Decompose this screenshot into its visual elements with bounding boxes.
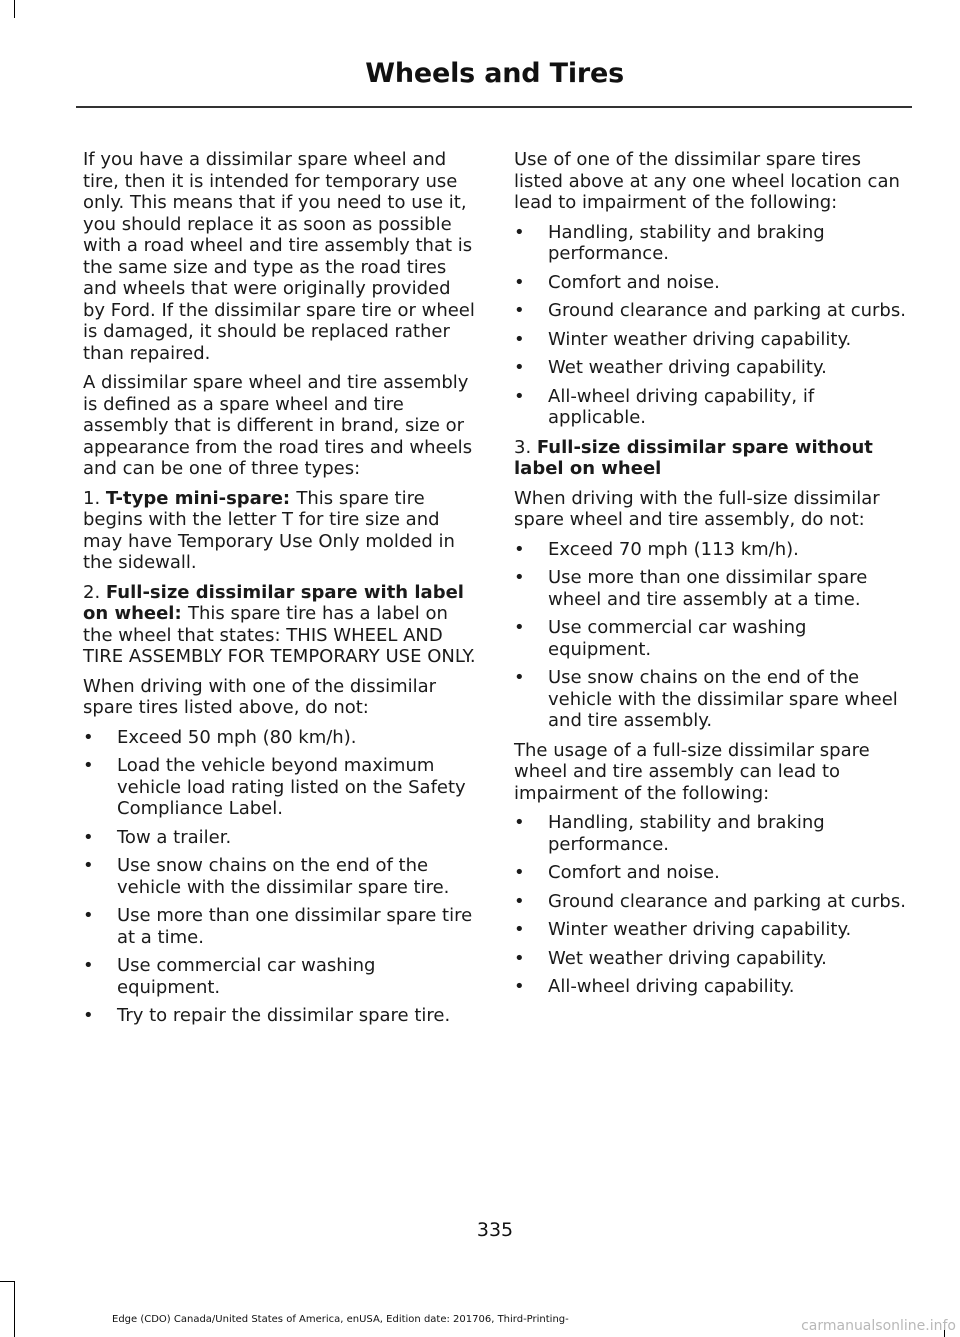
list-item	[514, 617, 911, 660]
bullet-icon: •	[514, 328, 525, 350]
paragraph: If you have a dissimilar spare wheel and tire, then it is intended for temporary use only. This means that if you need to use it, you should replace it as soon as possible with a road wheel and tire assembly that is the same size and type as the road tires and wheels that were originally provided by Ford. If the dissimilar spare tire or wheel is damaged, it should be replaced rather than repaired.	[83, 149, 475, 364]
list-item-text: Handling, stability and braking performance.	[548, 221, 825, 264]
list-item	[514, 948, 911, 970]
list-item	[83, 955, 476, 998]
list-item-text: Use more than one dissimilar spare tire at a time.	[117, 905, 473, 948]
bullet-icon: •	[514, 300, 525, 321]
item-number: 1.	[83, 487, 106, 509]
list-item	[514, 222, 911, 265]
spare-type-1	[83, 488, 476, 574]
list-item-text: Exceed 50 mph (80 km/h).	[117, 726, 357, 748]
watermark: carmanualsonline.info	[801, 1318, 956, 1334]
bullet-icon: •	[514, 667, 525, 688]
list-item	[514, 862, 911, 884]
list-item-text: Handling, stability and braking performance.	[548, 812, 825, 855]
bullet-icon: •	[514, 385, 525, 407]
list-item	[83, 905, 476, 948]
item-heading: Full-size dissimilar spare with label on wheel:	[83, 581, 464, 624]
left-column	[83, 149, 476, 1035]
list-item	[514, 976, 911, 998]
list-item-text: All-wheel driving capability.	[548, 976, 795, 997]
bullet-icon: •	[514, 221, 525, 243]
list-item	[514, 567, 911, 610]
bullet-icon: •	[514, 538, 525, 560]
bullet-icon: •	[514, 862, 525, 883]
bullet-icon: •	[514, 976, 525, 997]
list-item-text: Use snow chains on the end of the vehicle with the dissimilar spare tire.	[117, 855, 450, 898]
list-item-text: Try to repair the dissimilar spare tire.	[117, 1005, 451, 1026]
list-item	[514, 386, 911, 429]
footer-edition-info: Edge (CDO) Canada/United States of America, enUSA, Edition date: 201706, Third-Printing-	[112, 1314, 569, 1325]
list-item-text: Winter weather driving capability.	[548, 328, 852, 350]
bullet-list	[514, 222, 911, 429]
list-item-text: Use commercial car washing equipment.	[117, 955, 376, 998]
list-item-text: Use snow chains on the end of the vehicle with the dissimilar spare wheel and tire assembly.	[548, 667, 898, 731]
header-divider	[76, 106, 912, 108]
list-item-text: Use commercial car washing equipment.	[548, 617, 807, 660]
bullet-icon: •	[83, 826, 94, 848]
list-item-text: Wet weather driving capability.	[548, 357, 827, 378]
list-item	[514, 919, 911, 941]
bullet-icon: •	[514, 617, 525, 638]
crop-mark-bottom-left-vertical	[14, 1281, 15, 1337]
item-text: This spare tire begins with the letter T for tire size and may have Temporary Use Only molded in the sidewall.	[83, 487, 455, 573]
bullet-icon: •	[83, 755, 94, 776]
item-number: 2.	[83, 581, 106, 603]
list-item-text: Use more than one dissimilar spare wheel and tire assembly at a time.	[548, 567, 868, 610]
bullet-list	[83, 727, 476, 1027]
list-item	[514, 329, 911, 351]
list-item	[83, 827, 476, 849]
bullet-icon: •	[514, 812, 525, 833]
list-item	[83, 855, 476, 898]
bullet-icon: •	[83, 1005, 94, 1026]
list-item	[514, 357, 911, 379]
list-item-text: Tow a trailer.	[117, 826, 232, 848]
page-number: 335	[476, 1219, 514, 1241]
list-item	[83, 1005, 476, 1027]
list-item-text: Comfort and noise.	[548, 271, 720, 293]
bullet-icon: •	[514, 890, 525, 912]
paragraph: When driving with the full-size dissimilar spare wheel and tire assembly, do not:	[514, 487, 880, 530]
list-item	[514, 891, 911, 913]
list-item	[514, 300, 911, 322]
item-heading: T-type mini-spare:	[105, 487, 297, 509]
bullet-icon: •	[83, 905, 94, 926]
list-item-text: Exceed 70 mph (113 km/h).	[548, 538, 799, 560]
bullet-list	[514, 812, 911, 998]
list-item	[514, 539, 911, 561]
list-item-text: All-wheel driving capability, if applicable.	[548, 385, 815, 428]
spare-type-2	[83, 582, 476, 668]
paragraph: A dissimilar spare wheel and tire assembly is defined as a spare wheel and tire assembly that is different in brand, size or appearance from the road tires and wheels and can be one of three types:	[83, 372, 473, 479]
bullet-icon: •	[514, 271, 525, 293]
bullet-icon: •	[83, 726, 94, 748]
list-item-text: Load the vehicle beyond maximum vehicle load rating listed on the Safety Compliance Label.	[117, 755, 466, 819]
list-item	[514, 272, 911, 294]
list-item	[514, 667, 911, 732]
bullet-icon: •	[514, 567, 525, 588]
right-column	[514, 149, 911, 1006]
crop-mark-bottom-left-horizontal	[0, 1281, 14, 1282]
bullet-list	[514, 539, 911, 732]
spare-type-3	[514, 437, 911, 480]
paragraph: Use of one of the dissimilar spare tires listed above at any one wheel location can lead to impairment of the following:	[514, 149, 900, 213]
crop-mark-top-left-vertical	[14, 0, 15, 18]
list-item-text: Ground clearance and parking at curbs.	[548, 890, 906, 912]
list-item	[514, 812, 911, 855]
list-item-text: Comfort and noise.	[548, 862, 720, 883]
list-item-text: Wet weather driving capability.	[548, 947, 827, 969]
list-item-text: Ground clearance and parking at curbs.	[548, 300, 906, 321]
paragraph: The usage of a full-size dissimilar spare wheel and tire assembly can lead to impairment of the following:	[514, 739, 870, 804]
page-title: Wheels and Tires	[365, 58, 624, 89]
bullet-icon: •	[514, 357, 525, 378]
bullet-icon: •	[514, 947, 525, 969]
item-heading: Full-size dissimilar spare without label on wheel	[514, 436, 873, 479]
bullet-icon: •	[514, 919, 525, 940]
bullet-icon: •	[83, 855, 94, 876]
bullet-icon: •	[83, 955, 94, 976]
paragraph: When driving with one of the dissimilar spare tires listed above, do not:	[83, 675, 437, 718]
list-item	[83, 727, 476, 749]
item-text: This spare tire has a label on the wheel that states: THIS WHEEL AND TIRE ASSEMBLY FOR TEMPORARY USE ONLY.	[83, 603, 476, 667]
item-number: 3.	[514, 436, 537, 458]
list-item-text: Winter weather driving capability.	[548, 919, 852, 940]
list-item	[83, 755, 476, 820]
